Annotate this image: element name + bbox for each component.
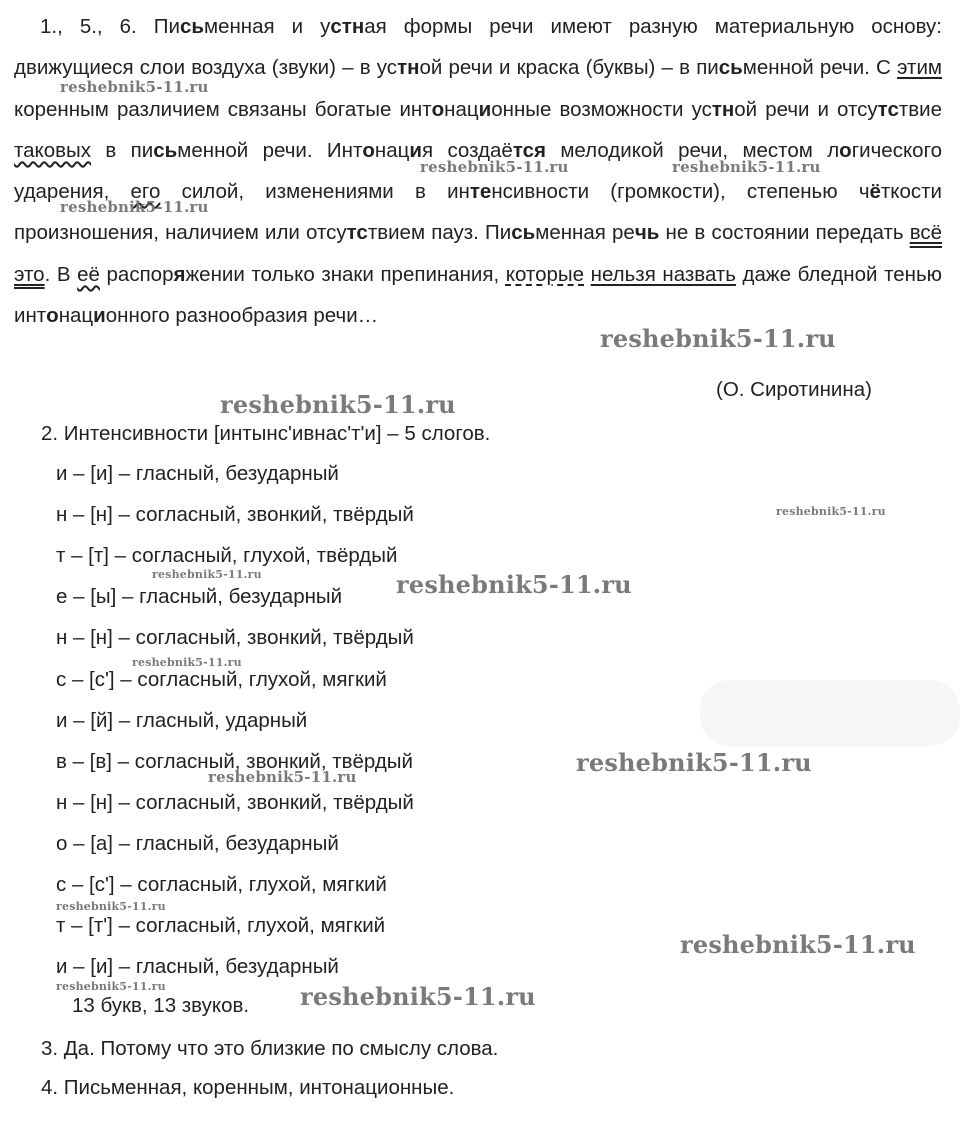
- watermark: reshebnik5-11.ru: [208, 768, 357, 786]
- watermark: reshebnik5-11.ru: [672, 158, 821, 176]
- highlighted-letters: я: [173, 262, 186, 286]
- highlighted-letters: о: [431, 97, 445, 121]
- paragraph-text: 1., 5., 6. Письменная и устная формы речи имеют разную материальную основу: движущиеся слои воздуха (звуки) – в устной речи и краска (буквы) – в письменной речи. С этим коренным различием связаны богатые интонационные возможности устной речи и отсутствие таковых в письменной речи. Интонация создаётся мелодикой речи, местом логического ударения, его силой, изменениями в интенсивности (громкости), степенью чёткости произношения, наличием или отсутствием пауз. Письменная речь не в состоянии передать всё это. В её распоряжении только знаки препинания, которые нельзя назвать даже бледной тенью интонационного разнообразия речи…: [14, 15, 943, 328]
- watermark: reshebnik5-11.ru: [300, 982, 536, 1011]
- highlighted-letters: и: [93, 304, 106, 328]
- watermark: reshebnik5-11.ru: [152, 568, 262, 581]
- highlighted-letters: и: [409, 138, 422, 162]
- watermark: reshebnik5-11.ru: [132, 656, 242, 669]
- watermark: reshebnik5-11.ru: [56, 980, 166, 993]
- highlighted-letters: чь: [634, 221, 660, 245]
- highlighted-letters: сь: [718, 56, 743, 80]
- task4-answer: 4. Письменная, коренным, интонационные.: [41, 1076, 455, 1099]
- letter-analysis-line: и – [и] – гласный, безударный: [56, 955, 339, 979]
- watermark: reshebnik5-11.ru: [576, 748, 812, 777]
- watermark: reshebnik5-11.ru: [220, 390, 456, 419]
- highlighted-letters: и: [478, 97, 492, 121]
- highlighted-letters: тн: [711, 97, 735, 121]
- underlined-word: её: [77, 262, 100, 286]
- highlighted-letters: сь: [511, 221, 536, 245]
- letter-analysis-line: т – [т] – согласный, глухой, твёрдый: [56, 544, 398, 568]
- highlighted-letters: о: [839, 138, 852, 162]
- watermark: reshebnik5-11.ru: [396, 570, 632, 599]
- letter-analysis-line: о – [а] – гласный, безударный: [56, 831, 339, 855]
- watermark: reshebnik5-11.ru: [60, 198, 209, 216]
- highlighted-letters: тся: [512, 138, 546, 162]
- highlighted-letters: стн: [330, 15, 365, 38]
- highlighted-letters: о: [362, 138, 375, 162]
- task2-summary: 13 букв, 13 звуков.: [72, 994, 250, 1017]
- letter-analysis-line: и – [и] – гласный, безударный: [56, 462, 339, 485]
- letter-analysis-line: н – [н] – согласный, звонкий, твёрдый: [56, 503, 414, 527]
- underlined-word: этим: [897, 56, 942, 80]
- underlined-word: нельзя назвать: [590, 262, 736, 286]
- underlined-word: которые: [505, 262, 585, 286]
- letter-analysis-line: с – [с'] – согласный, глухой, мягкий: [56, 873, 387, 896]
- task3-answer: 3. Да. Потому что это близкие по смыслу слова.: [41, 1037, 499, 1060]
- letter-analysis-line: н – [н] – согласный, звонкий, твёрдый: [56, 790, 414, 814]
- highlighted-letters: тс: [877, 97, 899, 121]
- watermark: reshebnik5-11.ru: [600, 324, 836, 353]
- letter-analysis-line: е – [ы] – гласный, безударный: [56, 585, 343, 609]
- task2-heading: 2. Интенсивности [интынс'ивнас'т'и] – 5 слогов.: [41, 422, 491, 445]
- highlighted-letters: о: [46, 304, 59, 328]
- underlined-word: всё это: [14, 221, 943, 286]
- highlighted-letters: сь: [179, 15, 204, 38]
- watermark: reshebnik5-11.ru: [420, 158, 569, 176]
- highlighted-letters: тн: [397, 56, 420, 80]
- highlighted-letters: ё: [869, 180, 881, 204]
- watermark: reshebnik5-11.ru: [56, 900, 166, 913]
- highlighted-letters: те: [469, 180, 492, 204]
- underlined-word: таковых: [14, 138, 92, 162]
- watermark: reshebnik5-11.ru: [60, 78, 209, 96]
- letter-analysis-line: т – [т'] – согласный, глухой, мягкий: [56, 914, 386, 938]
- highlighted-letters: тс: [346, 221, 368, 245]
- watermark: reshebnik5-11.ru: [776, 505, 886, 518]
- faint-watermark-shape: [700, 680, 960, 746]
- letter-analysis-line: и – [й] – гласный, ударный: [56, 708, 308, 732]
- letter-analysis-line: с – [с'] – согласный, глухой, мягкий: [56, 667, 387, 691]
- underlined-word: его: [130, 180, 161, 204]
- author-attribution: (О. Сиротинина): [716, 378, 872, 401]
- highlighted-letters: сь: [153, 138, 178, 162]
- letter-analysis-line: в – [в] – согласный, звонкий, твёрдый: [56, 749, 413, 773]
- letter-analysis-line: н – [н] – согласный, звонкий, твёрдый: [56, 626, 414, 650]
- watermark: reshebnik5-11.ru: [680, 930, 916, 959]
